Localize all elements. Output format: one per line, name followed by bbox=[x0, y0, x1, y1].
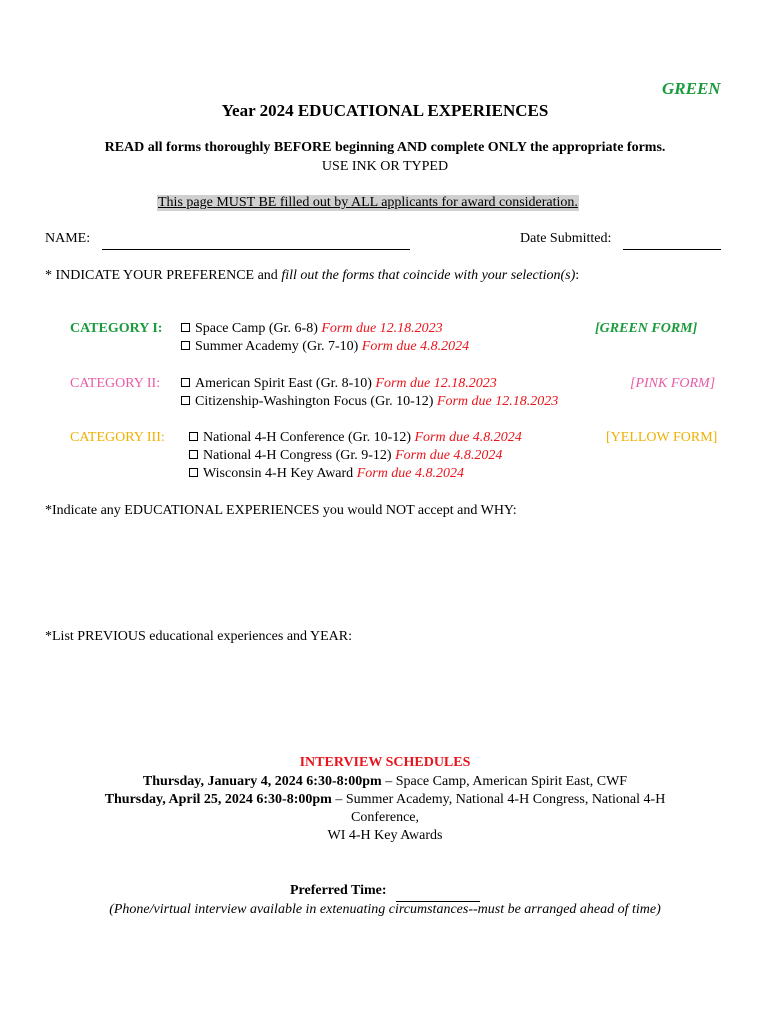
preferred-time-field[interactable] bbox=[396, 885, 480, 902]
due-date: Form due 12.18.2023 bbox=[436, 394, 559, 409]
option-national-4h-congress[interactable] bbox=[189, 448, 502, 464]
due-date: Form due 4.8.2024 bbox=[414, 430, 522, 445]
preference-instruction bbox=[45, 268, 579, 284]
preferred-time-label: Preferred Time: bbox=[289, 883, 387, 898]
option-label: Space Camp (Gr. 6-8) bbox=[195, 321, 322, 336]
due-date: Form due 4.8.2024 bbox=[356, 466, 465, 481]
option-label: Citizenship-Washington Focus (Gr. 10-12) bbox=[195, 394, 437, 409]
instructions-line: READ all forms thoroughly BEFORE beginning AND complete ONLY the appropriate forms. bbox=[104, 140, 666, 155]
checkbox[interactable] bbox=[181, 378, 190, 387]
interview-line-4: WI 4-H Key Awards bbox=[327, 828, 443, 843]
name-row bbox=[45, 231, 410, 250]
checkbox[interactable] bbox=[189, 468, 198, 477]
ink-instruction: USE INK OR TYPED bbox=[321, 159, 449, 174]
category-3-label: CATEGORY III: bbox=[70, 430, 165, 445]
option-national-4h-conference[interactable] bbox=[189, 430, 522, 446]
option-label: Summer Academy (Gr. 7-10) bbox=[195, 339, 362, 354]
interview-date-2: Thursday, April 25, 2024 6:30-8:00pm bbox=[104, 792, 332, 807]
option-wisconsin-4h-key-award[interactable] bbox=[189, 466, 464, 482]
option-label: Wisconsin 4-H Key Award bbox=[203, 466, 357, 481]
option-summer-academy[interactable] bbox=[181, 339, 469, 355]
category-2-label: CATEGORY II: bbox=[70, 376, 161, 391]
name-label: NAME: bbox=[45, 231, 91, 246]
option-label: American Spirit East (Gr. 8-10) bbox=[195, 376, 376, 391]
checkbox[interactable] bbox=[189, 450, 198, 459]
option-citizenship-washington-focus[interactable] bbox=[181, 394, 558, 410]
due-date: Form due 12.18.2023 bbox=[375, 376, 497, 391]
not-accept-answer-area[interactable] bbox=[45, 522, 725, 622]
checkbox[interactable] bbox=[181, 341, 190, 350]
interview-line-3: Conference, bbox=[350, 810, 420, 825]
interview-note: (Phone/virtual interview available in extenuating circumstances--must be arranged ahead of time) bbox=[109, 902, 661, 917]
date-submitted-field[interactable] bbox=[623, 233, 721, 250]
preference-prefix: * INDICATE YOUR PREFERENCE and bbox=[45, 268, 282, 283]
category-1-form: [GREEN FORM] bbox=[595, 321, 698, 336]
interview-line-2 bbox=[0, 792, 770, 808]
date-row bbox=[520, 231, 721, 250]
checkbox[interactable] bbox=[189, 432, 198, 441]
option-label: National 4-H Congress (Gr. 9-12) bbox=[203, 448, 396, 463]
category-1-label: CATEGORY I: bbox=[70, 321, 163, 336]
interview-programs-2: – Summer Academy, National 4-H Congress, National 4-H bbox=[331, 792, 666, 807]
category-3-form: [YELLOW FORM] bbox=[606, 430, 718, 445]
due-date: Form due 12.18.2023 bbox=[321, 321, 443, 336]
due-date: Form due 4.8.2024 bbox=[361, 339, 470, 354]
option-label: National 4-H Conference (Gr. 10-12) bbox=[203, 430, 415, 445]
category-2-form: [PINK FORM] bbox=[630, 376, 716, 391]
form-color-label: GREEN bbox=[662, 79, 721, 98]
page-title: Year 2024 EDUCATIONAL EXPERIENCES bbox=[221, 101, 549, 120]
checkbox[interactable] bbox=[181, 396, 190, 405]
due-date: Form due 4.8.2024 bbox=[395, 448, 503, 463]
preference-suffix: fill out the forms that coincide with your selection(s) bbox=[281, 268, 576, 283]
interview-line-1 bbox=[0, 774, 770, 790]
date-submitted-label: Date Submitted: bbox=[520, 231, 612, 246]
interview-programs-1: – Space Camp, American Spirit East, CWF bbox=[381, 774, 628, 789]
option-space-camp[interactable] bbox=[181, 321, 443, 337]
preferred-time-row bbox=[0, 883, 770, 902]
previous-experience-answer-area[interactable] bbox=[45, 648, 725, 748]
previous-experience-prompt: *List PREVIOUS educational experiences and YEAR: bbox=[45, 629, 353, 644]
not-accept-prompt: *Indicate any EDUCATIONAL EXPERIENCES you would NOT accept and WHY: bbox=[45, 503, 517, 518]
interview-date-1: Thursday, January 4, 2024 6:30-8:00pm bbox=[142, 774, 382, 789]
checkbox[interactable] bbox=[181, 323, 190, 332]
interview-heading: INTERVIEW SCHEDULES bbox=[299, 755, 471, 770]
preference-end: : bbox=[575, 268, 580, 283]
name-field[interactable] bbox=[102, 233, 410, 250]
required-notice: This page MUST BE filled out by ALL applicants for award consideration. bbox=[158, 195, 578, 210]
option-american-spirit-east[interactable] bbox=[181, 376, 497, 392]
